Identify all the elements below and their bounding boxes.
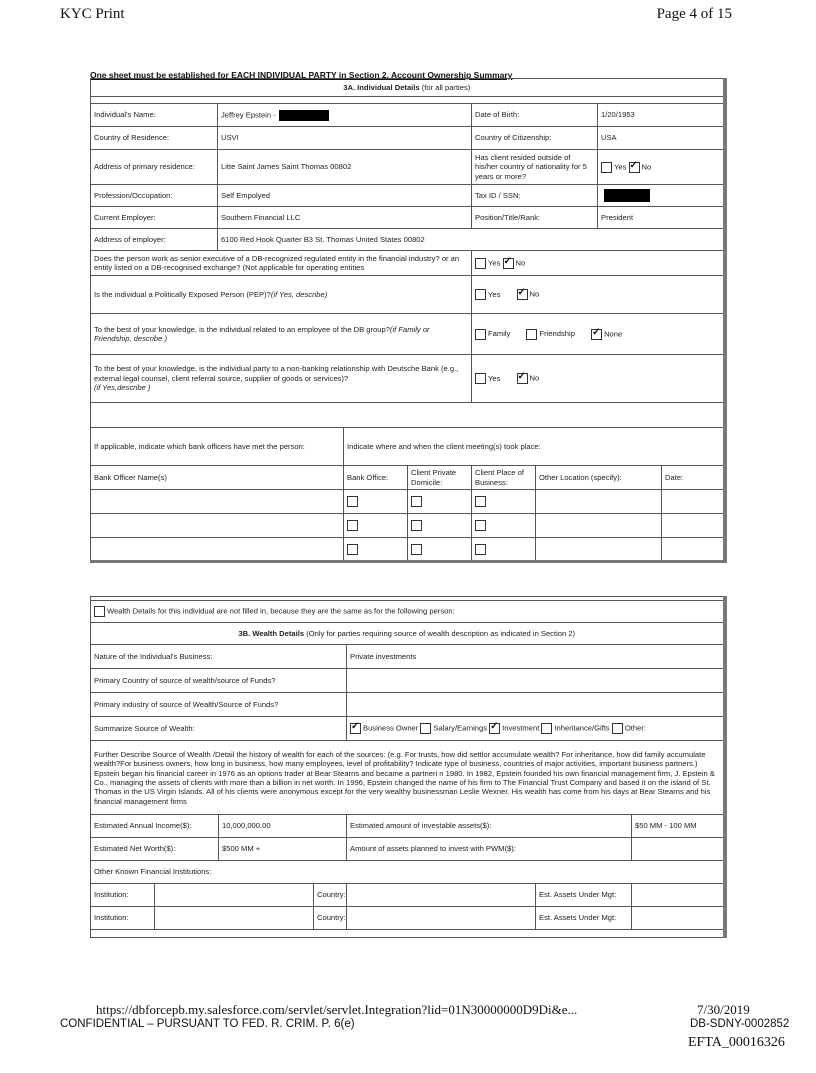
- spacer-row: [91, 97, 725, 104]
- citizenship-value: USA: [598, 127, 725, 150]
- wealth-industry-value[interactable]: [347, 693, 725, 717]
- related-answer: Family Friendship ✓ None: [472, 314, 725, 355]
- planned-value[interactable]: [632, 838, 725, 861]
- nonbank-answer: Yes ✓ No: [472, 355, 725, 403]
- officers-question: If applicable, indicate which bank officers have met the person:: [91, 428, 344, 466]
- wealth-country-value[interactable]: [347, 669, 725, 693]
- spacer-row: [91, 930, 725, 938]
- efta-number: EFTA_00016326: [688, 1035, 785, 1050]
- bank-office-checkbox[interactable]: [347, 520, 358, 531]
- nature-label: Nature of the Individual's Business:: [91, 645, 347, 669]
- family-checkbox[interactable]: [475, 329, 486, 340]
- bank-office-cell: [344, 490, 408, 514]
- date-input[interactable]: [662, 490, 725, 514]
- business-owner-checkbox[interactable]: [350, 723, 361, 734]
- business-checkbox[interactable]: [475, 496, 486, 507]
- salary-checkbox[interactable]: [420, 723, 431, 734]
- business-checkbox[interactable]: [475, 520, 486, 531]
- col-officer-name: Bank Officer Name(s): [91, 466, 344, 490]
- wealth-details-table: [90, 596, 727, 938]
- officer-name-input[interactable]: [91, 490, 344, 514]
- other-checkbox[interactable]: [612, 723, 623, 734]
- taxid-label: Tax ID / SSN:: [472, 185, 598, 207]
- profession-label: Profession/Occupation:: [91, 185, 218, 207]
- yes-checkbox[interactable]: [475, 373, 486, 384]
- footer-url: https://dbforcepb.my.salesforce.com/servlet/servlet.Integration?lid=01N30000000D9Di&e...: [96, 1002, 578, 1017]
- inheritance-checkbox[interactable]: [541, 723, 552, 734]
- business-cell: [472, 490, 536, 514]
- same-as-row: Wealth Details for this individual are not filled in, because they are the same as for the following person:: [91, 601, 725, 623]
- related-question: To the best of your knowledge, is the individual related to an employee of the DB group?(if Family or Friendship, describe ): [91, 314, 472, 355]
- yes-checkbox[interactable]: [475, 289, 486, 300]
- date-input[interactable]: [662, 538, 725, 562]
- meeting-row: [91, 514, 725, 538]
- other-location-input[interactable]: [536, 514, 662, 538]
- further-describe: Further Describe Source of Wealth /Detail the history of wealth for each of the sources: (e.g. For trusts, how did settlor accumulate wealth? For inheritance, how did family accumulate wealth?For business owners, how long in business, how many employees, level of profitability? Indicate type of business, countries of major activities, important business partners.) Epstein began his financial career in 1976 as an options trader at Bear Stearns and became a partneri n 1980. In 1982, Epstein founded his own financial management firm, J. Epstein & Co., managing the assets of clients with more than a billion in net worth. In 1996, Epstein changed the name of his firm to The Financial Trust Company and based it on the island of St. Thomas in the US Virgin Islands. All of his clients were anonymous except for the very wealthy businessman Leslie Wexner. His wealth has come from his days at Bear Stearns and his financial management firms: [91, 741, 725, 815]
- section-3b-title: 3B. Wealth Details (Only for parties requiring source of wealth description as indicated in Section 2): [91, 623, 725, 645]
- meeting-question: Indicate where and when the client meeting(s) took place:: [344, 428, 725, 466]
- employer-label: Current Employer:: [91, 207, 218, 229]
- col-date: Date:: [662, 466, 725, 490]
- name-value: Jeffrey Epstein -: [218, 104, 472, 127]
- wealth-industry-label: Primary industry of source of Wealth/Source of Funds?: [91, 693, 347, 717]
- citizenship-label: Country of Citizenship:: [472, 127, 598, 150]
- country-value[interactable]: [347, 907, 536, 930]
- bank-office-cell: [344, 538, 408, 562]
- page-number: Page 4 of 15: [656, 6, 732, 22]
- col-client-business: Client Place of Business:: [472, 466, 536, 490]
- senior-exec-question: Does the person work as senior executive of a DB-recognized regulated entity in the financial industry? or an entity listed on a DB-recognised exchange? (Not applicable for operating entities: [91, 251, 472, 276]
- footer-date: 7/30/2019: [697, 1002, 750, 1017]
- domicile-checkbox[interactable]: [411, 544, 422, 555]
- est-assets-value[interactable]: [632, 907, 725, 930]
- name-label: Individual's Name:: [91, 104, 218, 127]
- senior-exec-answer: Yes ✓ No: [472, 251, 725, 276]
- other-location-input[interactable]: [536, 538, 662, 562]
- institution-value[interactable]: [155, 884, 314, 907]
- country-value[interactable]: [347, 884, 536, 907]
- country-label: Country:: [314, 884, 347, 907]
- domicile-cell: [408, 514, 472, 538]
- residence-value: USVI: [218, 127, 472, 150]
- investable-value: $50 MM - 100 MM: [632, 815, 725, 838]
- networth-value: $500 MM +: [219, 838, 347, 861]
- officer-name-input[interactable]: [91, 538, 344, 562]
- taxid-value: [598, 185, 725, 207]
- business-cell: [472, 538, 536, 562]
- individual-details-table: [90, 78, 727, 563]
- institution-label: Institution:: [91, 907, 155, 930]
- dob-value: 1/20/1953: [598, 104, 725, 127]
- wealth-country-label: Primary Country of source of wealth/source of Funds?: [91, 669, 347, 693]
- bank-office-cell: [344, 514, 408, 538]
- est-assets-label: Est. Assets Under Mgt:: [536, 907, 632, 930]
- nonbank-question: To the best of your knowledge, is the individual party to a non-banking relationship with Deutsche Bank (e.g., external legal counsel, client referral source, supplier of goods or services)? (if Yes,describe ): [91, 355, 472, 403]
- no-checkbox[interactable]: [629, 162, 640, 173]
- employer-address-value: 6100 Red Hook Quarter B3 St. Thomas United States 00802: [218, 229, 725, 251]
- yes-checkbox[interactable]: [475, 258, 486, 269]
- no-checkbox[interactable]: [517, 373, 528, 384]
- redaction-box: [604, 189, 650, 202]
- friendship-checkbox[interactable]: [526, 329, 537, 340]
- meeting-row: [91, 490, 725, 514]
- section-3a-title: 3A. Individual Details (for all parties): [91, 79, 725, 97]
- confidential-notice: CONFIDENTIAL – PURSUANT TO FED. R. CRIM. P. 6(e): [60, 1018, 355, 1030]
- officer-name-input[interactable]: [91, 514, 344, 538]
- col-client-domicile: Client Private Domicile:: [408, 466, 472, 490]
- institution-row: [91, 907, 725, 930]
- income-label: Estimated Annual Income($):: [91, 815, 219, 838]
- yes-checkbox[interactable]: [601, 162, 612, 173]
- other-fi-label: Other Known Financial Institutions:: [91, 861, 725, 884]
- outside-nationality-answer: Yes ✓ No: [598, 150, 725, 185]
- bates-number: DB-SDNY-0002852: [690, 1018, 790, 1030]
- position-value: President: [598, 207, 725, 229]
- domicile-checkbox[interactable]: [411, 496, 422, 507]
- none-checkbox[interactable]: [591, 329, 602, 340]
- spacer-row: [91, 403, 725, 428]
- institution-label: Institution:: [91, 884, 155, 907]
- outside-nationality-question: Has client resided outside of his/her country of nationality for 5 years or more?: [472, 150, 598, 185]
- planned-label: Amount of assets planned to invest with PWM($):: [347, 838, 632, 861]
- other-location-input[interactable]: [536, 490, 662, 514]
- domicile-cell: [408, 538, 472, 562]
- residence-label: Country of Residence:: [91, 127, 218, 150]
- domicile-cell: [408, 490, 472, 514]
- bank-office-checkbox[interactable]: [347, 544, 358, 555]
- col-bank-office: Bank Office:: [344, 466, 408, 490]
- form-heading: One sheet must be established for EACH INDIVIDUAL PARTY in Section 2. Account Ownership Summary: [90, 70, 513, 80]
- income-value: 10,000,000.00: [219, 815, 347, 838]
- no-checkbox[interactable]: [503, 258, 514, 269]
- print-header-title: KYC Print: [60, 6, 125, 22]
- nature-value: Private investments: [347, 645, 725, 669]
- pep-answer: Yes ✓ No: [472, 276, 725, 314]
- domicile-checkbox[interactable]: [411, 520, 422, 531]
- institution-row: [91, 884, 725, 907]
- no-checkbox[interactable]: [517, 289, 528, 300]
- country-label: Country:: [314, 907, 347, 930]
- dob-label: Date of Birth:: [472, 104, 598, 127]
- date-input[interactable]: [662, 514, 725, 538]
- est-assets-label: Est. Assets Under Mgt:: [536, 884, 632, 907]
- same-as-checkbox[interactable]: [94, 606, 105, 617]
- address-label: Address of primary residence:: [91, 150, 218, 185]
- position-label: Position/Title/Rank:: [472, 207, 598, 229]
- bank-office-checkbox[interactable]: [347, 496, 358, 507]
- employer-value: Southern Financial LLC: [218, 207, 472, 229]
- profession-value: Self Empolyed: [218, 185, 472, 207]
- address-value: Litte Saint James Saint Thomas 00802: [218, 150, 472, 185]
- investable-label: Estimated amount of investable assets($):: [347, 815, 632, 838]
- col-other-location: Other Location (specify):: [536, 466, 662, 490]
- business-cell: [472, 514, 536, 538]
- summarize-options: ✓ Business Owner Salary/Earnings ✓ Investment Inheritance/Gifts Other:: [347, 717, 725, 741]
- redaction-box: [279, 110, 329, 121]
- networth-label: Estimated Net Worth($):: [91, 838, 219, 861]
- summarize-label: Summarize Source of Wealth:: [91, 717, 347, 741]
- meeting-row: [91, 538, 725, 562]
- pep-question: Is the individual a Politically Exposed Person (PEP)?(if Yes, describe): [91, 276, 472, 314]
- employer-address-label: Address of employer:: [91, 229, 218, 251]
- business-checkbox[interactable]: [475, 544, 486, 555]
- investment-checkbox[interactable]: [489, 723, 500, 734]
- est-assets-value[interactable]: [632, 884, 725, 907]
- institution-value[interactable]: [155, 907, 314, 930]
